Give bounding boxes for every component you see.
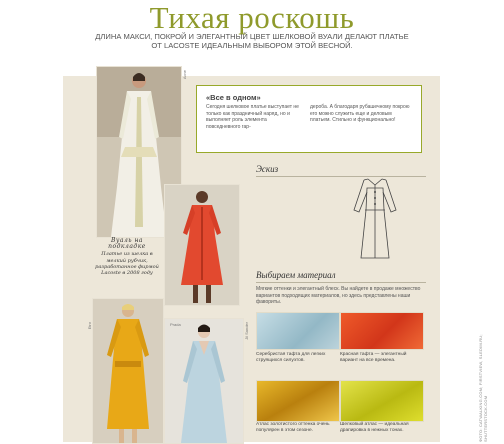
credit-etro: Etro (87, 322, 92, 330)
sketch-drawing (346, 176, 404, 262)
swatch-gold-satin (256, 380, 340, 422)
page-subtitle: ДЛИНА МАКСИ, ПОКРОЙ И ЭЛЕГАНТНЫЙ ЦВЕТ ШЕЛКОВОЙ ВУАЛИ ДЕЛАЮТ ПЛАТЬЕ ОТ LACOSTE ИДЕАЛЬНЫМ ВЫБОРОМ ЭТОЙ ВЕСНОЙ. (95, 32, 409, 50)
info-box-text-right: дероба. А благодаря рубашечному покрою его можно служить еще и деловым платьем. Стильно и функционально! (310, 104, 410, 124)
photo-blue-dress (164, 318, 244, 444)
swatch-caption-gold: Атлас золотистого оттенка очень популярен в этом сезоне. (256, 422, 330, 433)
material-intro: Мягкие оттенки и элегантный блеск. Вы найдете в продаже множество вариантов подходящих материалов, но здесь представлены наши фавориты. (256, 286, 421, 306)
page-title: Тихая роскошь (149, 0, 355, 35)
swatch-caption-silk: Шелковый атлас — идеальная драпировка в нежных тонах. (340, 422, 409, 433)
photo-red-dress (164, 184, 240, 306)
credit-acne: Acne (182, 70, 187, 80)
info-box-heading: «Все в одном» (206, 93, 261, 102)
swatch-red-taffeta (340, 312, 424, 350)
photo-yellow-dress (92, 298, 164, 444)
swatch-caption-red: Красная тафта — элегантный вариант на все времена. (340, 352, 407, 363)
handnote-title: Вуаль на подкладке (108, 237, 146, 251)
side-photo-credit: ФОТО: CATWALKING.COM; FIRSTVIEW, SLEDIM.RU; SHUTTERSTOCK.COM (478, 334, 488, 442)
sketch-heading: Эскиз (256, 164, 279, 174)
handnote (94, 238, 160, 276)
material-divider (256, 282, 426, 283)
material-heading: Выбираем материал (256, 270, 336, 280)
swatch-silver-taffeta (256, 312, 340, 350)
swatch-silk-satin (340, 380, 424, 422)
credit-prada: Prada (170, 322, 181, 327)
handnote-body: Платье из шелка в мелкий рубчик, разработанное фирмой Lacoste в 2008 году (95, 251, 159, 277)
info-box-text-left: Сегодня шелковое платье выступает не только как праздничный наряд, но и выполняет роль элемента повседневного гар- (206, 104, 299, 130)
credit-jil-sander: Jil Sander (244, 322, 249, 340)
swatch-caption-silver: Серебристая тафта для легких струящихся силуэтов. (256, 352, 326, 363)
